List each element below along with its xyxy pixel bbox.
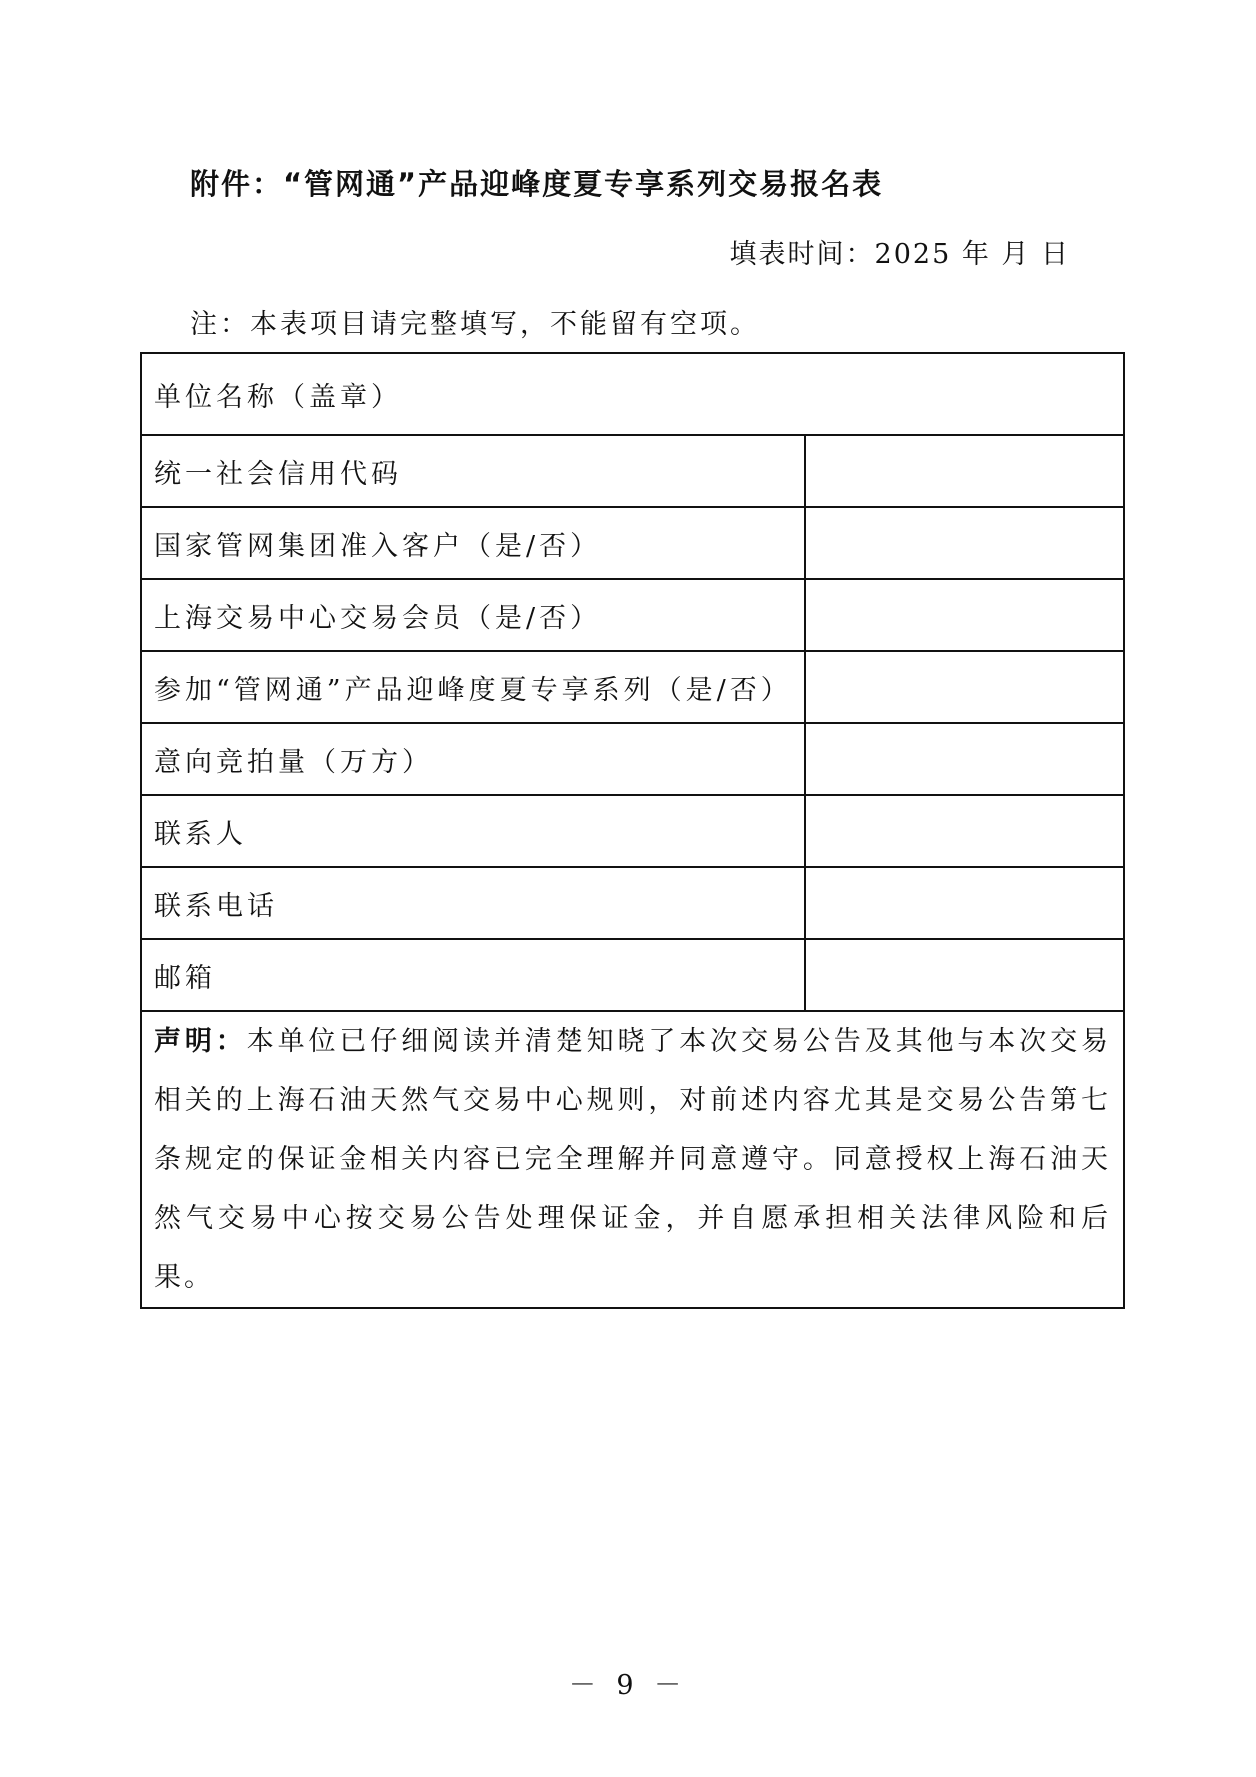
- row-label: 意向竞拍量（万方）: [141, 723, 805, 795]
- page-number: － 9 －: [568, 1670, 688, 1701]
- row-label: 国家管网集团准入客户（是/否）: [141, 507, 805, 579]
- exchange-member-field[interactable]: [805, 579, 1124, 651]
- credit-code-field[interactable]: [805, 435, 1124, 507]
- pipe-network-customer-field[interactable]: [805, 507, 1124, 579]
- table-row: [141, 939, 1124, 1011]
- contact-person-field[interactable]: [805, 795, 1124, 867]
- unit-name-cell[interactable]: 单位名称（盖章）: [141, 353, 1124, 435]
- table-row: [141, 651, 1124, 723]
- table-row: [141, 867, 1124, 939]
- email-field[interactable]: [805, 939, 1124, 1011]
- row-label: 联系电话: [141, 867, 805, 939]
- table-row: [141, 507, 1124, 579]
- participate-series-field[interactable]: [805, 651, 1124, 723]
- row-label: 参加“管网通”产品迎峰度夏专享系列（是/否）: [141, 651, 805, 723]
- table-row-unit-name: [141, 353, 1124, 435]
- row-label: 联系人: [141, 795, 805, 867]
- table-row-declaration: [141, 1011, 1124, 1308]
- contact-phone-field[interactable]: [805, 867, 1124, 939]
- declaration-title: 声明：: [154, 1026, 247, 1057]
- table-row: [141, 795, 1124, 867]
- document-title: 附件：“管网通”产品迎峰度夏专享系列交易报名表: [190, 167, 884, 201]
- declaration-text: 本单位已仔细阅读并清楚知晓了本次交易公告及其他与本次交易相关的上海石油天然气交易中心规则，对前述内容尤其是交易公告第七条规定的保证金相关内容已完全理解并同意遵守。同意授权上海石油天然气交易中心按交易公告处理保证金，并自愿承担相关法律风险和后果。: [154, 1026, 1112, 1293]
- fill-date: 填表时间：2025 年 月 日: [729, 239, 1070, 270]
- registration-form-table: [140, 352, 1125, 1309]
- table-row: [141, 435, 1124, 507]
- form-note: 注：本表项目请完整填写，不能留有空项。: [190, 309, 760, 340]
- intended-volume-field[interactable]: [805, 723, 1124, 795]
- row-label: 邮箱: [141, 939, 805, 1011]
- row-label: 统一社会信用代码: [141, 435, 805, 507]
- row-label: 上海交易中心交易会员（是/否）: [141, 579, 805, 651]
- table-row: [141, 723, 1124, 795]
- table-row: [141, 579, 1124, 651]
- declaration-cell: [141, 1011, 1124, 1308]
